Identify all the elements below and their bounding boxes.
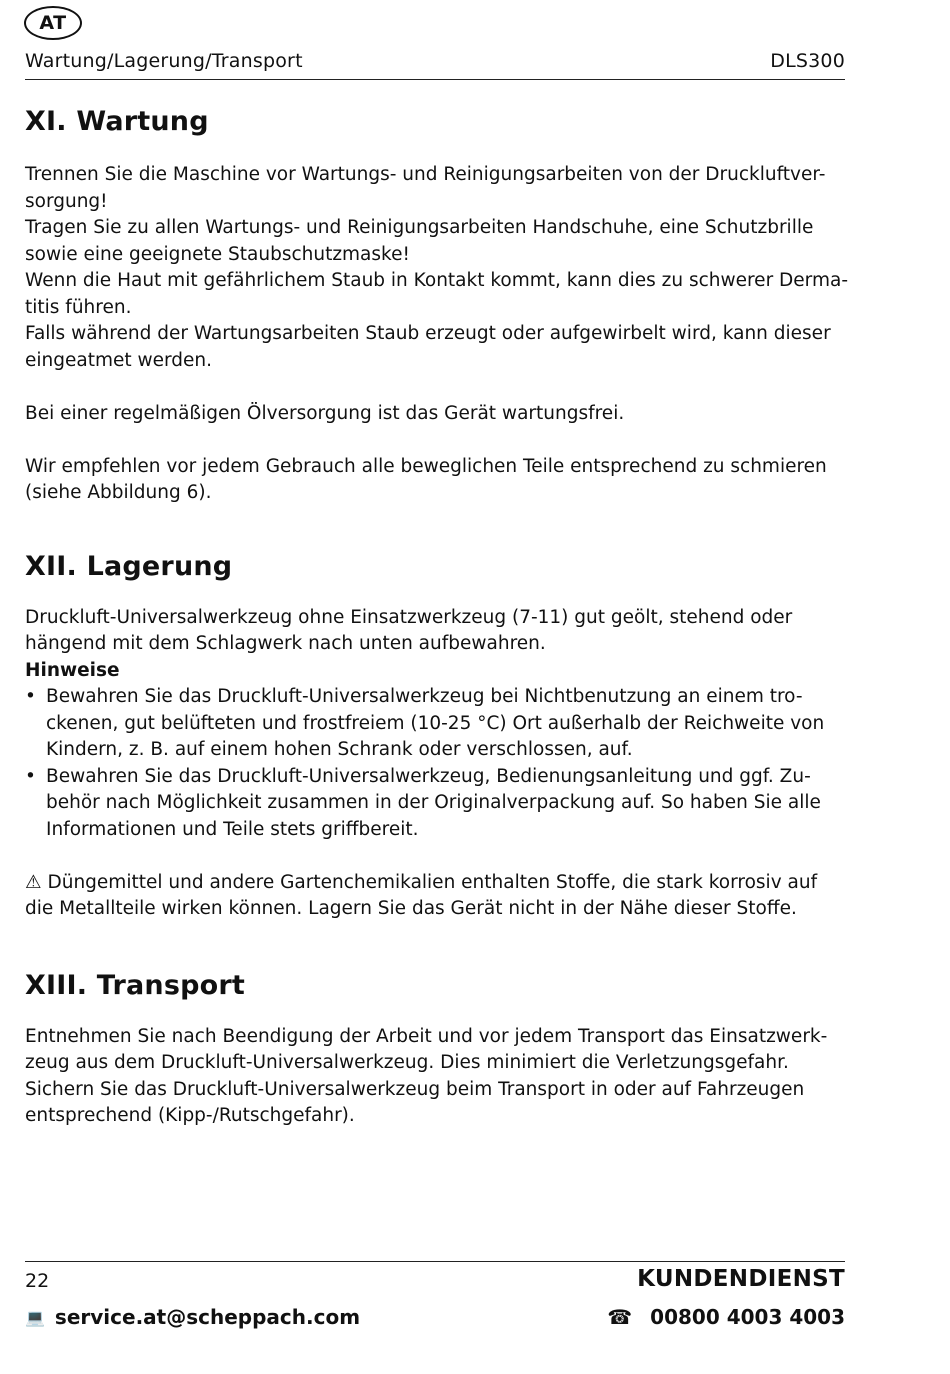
phone-icon: ☎	[607, 1305, 633, 1329]
bullet-icon: •	[25, 765, 36, 787]
wartung-paragraph-3: Wir empfehlen vor jedem Gebrauch alle beweglichen Teile entsprechend zu schmieren (siehe Abbildung 6).	[25, 455, 827, 503]
heading-lagerung: XII. Lagerung	[25, 550, 233, 582]
warning-paragraph: ⚠ Düngemittel und andere Gartenchemikalien enthalten Stoffe, die stark korrosiv auf die Metallteile wirken können. Lagern Sie das Gerät nicht in der Nähe dieser Stoffe.	[25, 871, 818, 919]
hints-list	[25, 684, 855, 843]
page-header	[25, 50, 845, 72]
country-badge: AT	[24, 6, 82, 40]
list-item: • Bewahren Sie das Druckluft-Universalwerkzeug bei Nichtbenutzung an einem tro- ckenen, gut belüfteten und frostfreiem (10-25 °C) Ort außerhalb der Reichweite von Kindern, z. B. auf einem hohen Schrank oder verschlossen, auf.	[25, 686, 825, 760]
warning-icon: ⚠	[25, 871, 42, 893]
hints-heading: Hinweise	[25, 659, 120, 681]
page-number: 22	[25, 1270, 50, 1292]
page-content	[25, 104, 855, 1130]
service-email-link[interactable]: service.at@scheppach.com	[54, 1305, 361, 1329]
header-section-title: Wartung/Lagerung/Transport	[25, 50, 303, 72]
header-model: DLS300	[770, 50, 845, 72]
footer-divider	[25, 1261, 845, 1262]
list-item: • Bewahren Sie das Druckluft-Universalwerkzeug, Bedienungsanleitung und ggf. Zu- behör nach Möglichkeit zusammen in der Originalverpackung auf. So haben Sie alle Informationen und Teile stets griffbereit.	[25, 765, 821, 840]
service-phone-number[interactable]: 00800 4003 4003	[650, 1305, 845, 1329]
header-divider	[25, 79, 845, 80]
wartung-paragraph-2: Bei einer regelmäßigen Ölversorgung ist das Gerät wartungsfrei.	[25, 402, 625, 424]
lagerung-paragraph-1: Druckluft-Universalwerkzeug ohne Einsatzwerkzeug (7-11) gut geölt, stehend oder hängend mit dem Schlagwerk nach unten aufbewahren.	[25, 606, 793, 654]
service-email	[25, 1305, 360, 1329]
heading-transport: XIII. Transport	[25, 969, 245, 1001]
wartung-paragraph-1: Trennen Sie die Maschine vor Wartungs- und Reinigungsarbeiten von der Druckluftver- sorgung! Tragen Sie zu allen Wartungs- und Reinigungsarbeiten Handschuhe, eine Schutzbrille sowie eine geeignete Staubschutzmaske! Wenn die Haut mit gefährlichem Staub in Kontakt kommt, kann dies zu schwerer Derma- titis führen. Falls während der Wartungsarbeiten Staub erzeugt oder aufgewirbelt wird, kann dieser eingeatmet werden.	[25, 164, 848, 371]
heading-wartung: XI. Wartung	[25, 106, 209, 137]
service-phone	[607, 1305, 845, 1329]
bullet-icon: •	[25, 686, 36, 707]
customer-service-title: KUNDENDIENST	[637, 1266, 845, 1292]
computer-icon: 💻	[25, 1307, 45, 1327]
transport-paragraph-1: Entnehmen Sie nach Beendigung der Arbeit und vor jedem Transport das Einsatzwerk- zeug aus dem Druckluft-Universalwerkzeug. Dies minimiert die Verletzungsgefahr. Sichern Sie das Druckluft-Universalwerkzeug beim Transport in oder auf Fahrzeugen entsprechend (Kipp-/Rutschgefahr).	[25, 1025, 828, 1126]
